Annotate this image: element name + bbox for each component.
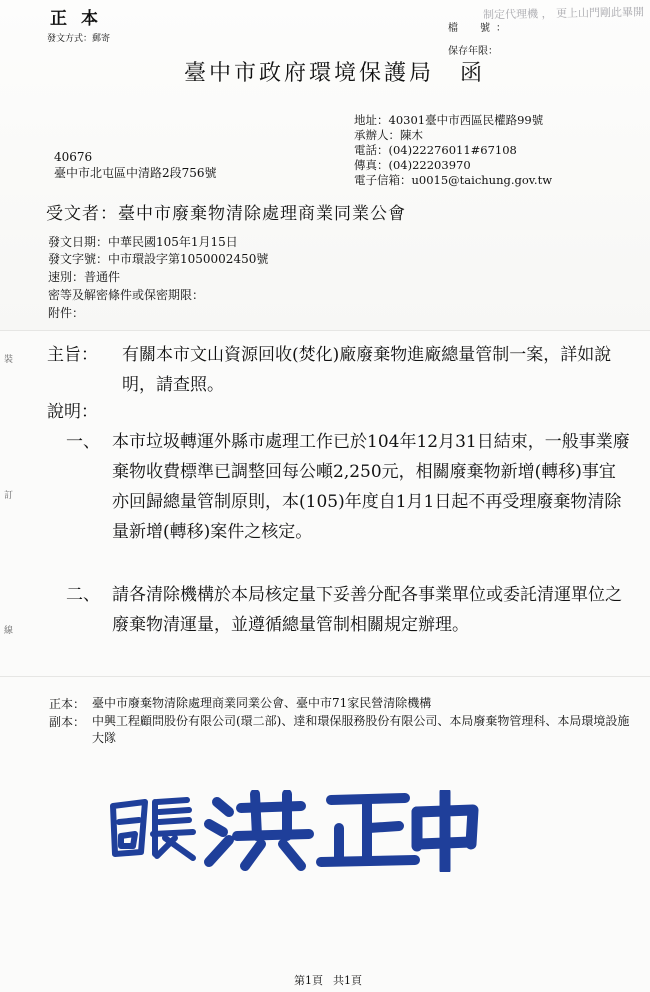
recipient-zip: 40676 [54, 150, 93, 164]
page-total: 共1頁 [333, 974, 362, 987]
page-number: 第1頁 [294, 974, 323, 987]
issuing-organization: 臺中市政府環境保護局 [184, 61, 435, 86]
fold-line [0, 676, 650, 677]
document-title [184, 56, 485, 87]
secrecy-conditions: 密等及解密條件或保密期限： [48, 288, 205, 302]
subject-label: 主旨： [47, 345, 98, 365]
send-method: 發文方式：郵寄 [47, 34, 111, 44]
subject-text: 有關本市文山資源回收(焚化)廠廢棄物進廠總量管制一案，詳如說明，請查照。 [122, 345, 612, 395]
fold-line [0, 330, 650, 331]
handwritten-note: 制定代理機 ， 更上山門剛此畢開 [482, 5, 645, 22]
director-signature-stamp [105, 790, 485, 872]
sender-fax: 傳真：(04)22203970 [354, 158, 471, 172]
main-recipients: 臺中市廢棄物清除處理商業同業公會、臺中市71家民營清除機構 [92, 696, 432, 710]
delivery-speed: 速別：普通件 [48, 270, 121, 284]
copy-recipients-label: 副本： [49, 715, 86, 729]
explanation-item-text: 請各清除機構於本局核定量下妥善分配各事業單位或委託清運單位之廢棄物清運量，並遵循總量管制相關規定辦理。 [112, 585, 622, 635]
page-footer [294, 972, 372, 988]
main-recipients-label: 正本： [49, 697, 86, 711]
item-number: 一、 [66, 432, 100, 452]
copy-mark: 正本 [50, 9, 112, 29]
document-number: 發文字號：中市環設字第1050002450號 [48, 252, 269, 266]
sender-handler: 承辦人：陳木 [354, 128, 423, 142]
sender-contact-block [354, 113, 552, 188]
explanation-label: 說明： [47, 402, 98, 422]
receiver-line: 受文者：臺中市廢棄物清除處理商業同業公會 [46, 204, 406, 224]
sender-email: 電子信箱：u0015@taichung.gov.tw [354, 173, 553, 187]
recipient-address: 臺中市北屯區中清路2段756號 [54, 166, 217, 180]
archive-number-label: 檔 號： [448, 23, 512, 34]
binding-mark: 訂 [4, 491, 14, 501]
sender-address: 地址：40301臺中市西區民權路99號 [354, 113, 544, 127]
sender-phone: 電話：(04)22276011#67108 [354, 143, 517, 157]
issue-date: 發文日期：中華民國105年1月15日 [48, 235, 238, 249]
binding-mark: 線 [4, 626, 14, 636]
retention-period-label: 保存年限： [448, 46, 498, 57]
attachment-label: 附件： [48, 306, 85, 320]
item-number: 二、 [66, 585, 100, 605]
copy-recipients: 中興工程顧問股份有限公司(環二部)、達和環保服務股份有限公司、本局廢棄物管理科、本局環境設施大隊 [92, 714, 630, 745]
binding-mark: 裝 [4, 355, 14, 365]
document-kind: 函 [460, 61, 486, 86]
explanation-item-text: 本市垃圾轉運外縣市處理工作已於104年12月31日結束，一般事業廢棄物收費標準已調整回每公噸2,250元，相關廢棄物新增(轉移)事宜亦回歸總量管制原則，本(105)年度自1月1日起不再受理廢棄物清除量新增(轉移)案件之核定。 [112, 432, 630, 542]
